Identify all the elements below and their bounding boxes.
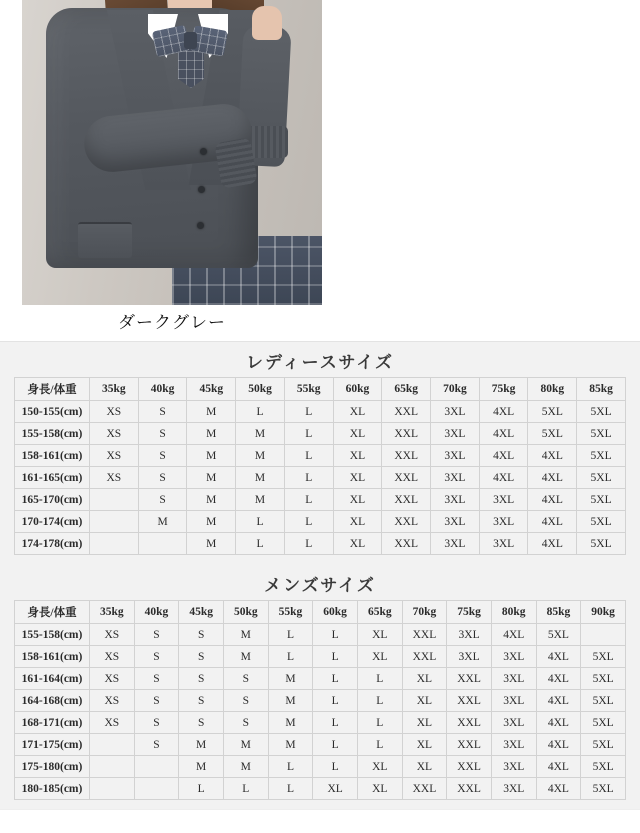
mens-weight-header: 60kg — [313, 601, 358, 624]
mens-size-cell: XS — [90, 624, 135, 646]
mens-height-cell: 158-161(cm) — [15, 646, 90, 668]
ladies-weight-header: 80kg — [528, 378, 577, 401]
table-row — [15, 646, 626, 668]
mens-weight-header: 70kg — [402, 601, 447, 624]
ladies-size-cell: 4XL — [528, 445, 577, 467]
mens-size-table — [14, 600, 626, 800]
ladies-weight-header: 60kg — [333, 378, 382, 401]
mens-size-cell: L — [268, 756, 313, 778]
ladies-weight-header: 70kg — [431, 378, 480, 401]
mens-size-cell — [134, 756, 179, 778]
ladies-chart-title: レディースサイズ — [245, 353, 395, 372]
mens-size-cell: XL — [402, 756, 447, 778]
ladies-size-cell: 3XL — [479, 489, 528, 511]
cardigan-button — [197, 222, 204, 229]
ladies-size-cell: L — [236, 401, 285, 423]
ladies-size-cell: M — [187, 401, 236, 423]
table-row — [15, 778, 626, 800]
mens-size-cell: L — [357, 668, 402, 690]
mens-table-head — [15, 601, 626, 624]
mens-size-cell: XXL — [447, 712, 492, 734]
ribbon-knot — [184, 32, 197, 49]
ladies-size-cell: 3XL — [479, 533, 528, 555]
ladies-size-cell: 3XL — [431, 511, 480, 533]
ladies-size-cell: XL — [333, 533, 382, 555]
table-row — [15, 467, 626, 489]
ladies-weight-header: 45kg — [187, 378, 236, 401]
mens-size-cell: 4XL — [536, 734, 581, 756]
ladies-size-cell: XXL — [382, 489, 431, 511]
ladies-size-cell: 3XL — [431, 401, 480, 423]
mens-size-cell: L — [313, 734, 358, 756]
table-row — [15, 489, 626, 511]
cardigan-button — [198, 186, 205, 193]
table-row — [15, 533, 626, 555]
ladies-weight-header: 75kg — [479, 378, 528, 401]
table-row — [15, 668, 626, 690]
mens-size-cell: M — [268, 690, 313, 712]
mens-header-label: 身長/体重 — [15, 601, 90, 624]
mens-size-cell: 5XL — [581, 712, 626, 734]
ladies-size-cell: M — [187, 511, 236, 533]
ladies-size-cell: L — [284, 467, 333, 489]
mens-size-cell: 3XL — [491, 668, 536, 690]
ladies-size-cell: M — [236, 423, 285, 445]
mens-size-cell: S — [223, 712, 268, 734]
ladies-size-cell: 5XL — [577, 467, 626, 489]
mens-table-body — [15, 624, 626, 800]
mens-size-cell: S — [223, 668, 268, 690]
ladies-size-cell: L — [236, 511, 285, 533]
ladies-size-cell: 5XL — [577, 401, 626, 423]
ladies-size-cell: XL — [333, 511, 382, 533]
mens-size-cell — [581, 624, 626, 646]
ladies-size-cell: M — [236, 489, 285, 511]
mens-weight-header: 55kg — [268, 601, 313, 624]
mens-size-cell: XXL — [447, 756, 492, 778]
mens-size-cell: L — [268, 624, 313, 646]
mens-size-cell: S — [134, 624, 179, 646]
mens-weight-header: 45kg — [179, 601, 224, 624]
ladies-size-cell: 3XL — [431, 489, 480, 511]
ladies-size-cell: 4XL — [528, 511, 577, 533]
ladies-weight-header: 85kg — [577, 378, 626, 401]
front-cuff — [214, 137, 257, 189]
ladies-size-cell: 4XL — [479, 401, 528, 423]
mens-size-cell: XXL — [447, 690, 492, 712]
mens-height-cell: 171-175(cm) — [15, 734, 90, 756]
mens-size-cell: 5XL — [581, 646, 626, 668]
mens-size-cell: 4XL — [491, 624, 536, 646]
mens-size-cell: 3XL — [491, 712, 536, 734]
mens-size-cell: XL — [402, 690, 447, 712]
mens-size-cell: 4XL — [536, 756, 581, 778]
mens-size-cell: L — [268, 646, 313, 668]
mens-size-cell: L — [357, 712, 402, 734]
mens-size-cell — [90, 756, 135, 778]
ladies-size-cell: XS — [90, 467, 139, 489]
ladies-size-cell: L — [236, 533, 285, 555]
mens-size-cell: L — [313, 646, 358, 668]
mens-weight-header: 65kg — [357, 601, 402, 624]
mens-size-cell: 3XL — [447, 624, 492, 646]
ladies-size-cell: L — [284, 511, 333, 533]
ladies-table-body — [15, 401, 626, 555]
mens-size-cell: 5XL — [581, 756, 626, 778]
ladies-size-cell: S — [138, 489, 187, 511]
ladies-size-cell: 4XL — [528, 489, 577, 511]
mens-size-cell: XL — [357, 624, 402, 646]
size-chart-section — [0, 341, 640, 810]
mens-size-cell: S — [134, 712, 179, 734]
mens-size-cell: XL — [357, 756, 402, 778]
ladies-height-cell: 174-178(cm) — [15, 533, 90, 555]
ladies-size-cell: L — [284, 423, 333, 445]
mens-size-cell: XXL — [447, 668, 492, 690]
ladies-size-cell: M — [187, 467, 236, 489]
mens-size-cell: S — [134, 690, 179, 712]
mens-weight-header: 90kg — [581, 601, 626, 624]
ladies-size-cell: M — [187, 533, 236, 555]
mens-size-cell: S — [179, 624, 224, 646]
cardigan-photo — [22, 0, 322, 305]
ladies-size-cell: XXL — [382, 467, 431, 489]
ladies-size-cell: 5XL — [577, 533, 626, 555]
ladies-size-cell: 3XL — [431, 533, 480, 555]
mens-weight-header: 40kg — [134, 601, 179, 624]
mens-size-cell: S — [179, 712, 224, 734]
table-row — [15, 624, 626, 646]
mens-weight-header: 50kg — [223, 601, 268, 624]
mens-height-cell: 164-168(cm) — [15, 690, 90, 712]
ladies-size-cell: XL — [333, 489, 382, 511]
mens-height-cell: 175-180(cm) — [15, 756, 90, 778]
raised-hand — [252, 6, 282, 40]
ladies-size-cell: M — [236, 467, 285, 489]
mens-height-cell: 168-171(cm) — [15, 712, 90, 734]
ladies-size-table — [14, 377, 626, 555]
table-row — [15, 445, 626, 467]
ladies-size-cell: XS — [90, 423, 139, 445]
mens-height-cell: 161-164(cm) — [15, 668, 90, 690]
ladies-size-cell: 5XL — [577, 489, 626, 511]
mens-size-cell: 3XL — [491, 646, 536, 668]
ladies-size-cell: 3XL — [431, 423, 480, 445]
ladies-size-cell: 4XL — [528, 533, 577, 555]
table-header-row — [15, 378, 626, 401]
mens-size-cell: L — [268, 778, 313, 800]
mens-size-cell — [90, 778, 135, 800]
mens-size-cell: M — [223, 624, 268, 646]
ladies-size-cell: 5XL — [577, 423, 626, 445]
table-row — [15, 423, 626, 445]
ladies-size-cell: XS — [90, 445, 139, 467]
ladies-size-cell: 5XL — [528, 401, 577, 423]
ladies-height-cell: 150-155(cm) — [15, 401, 90, 423]
ladies-size-cell: XXL — [382, 423, 431, 445]
mens-size-cell: M — [223, 734, 268, 756]
ladies-size-cell: 5XL — [577, 511, 626, 533]
mens-size-cell: 3XL — [447, 646, 492, 668]
mens-size-cell: 4XL — [536, 712, 581, 734]
mens-size-cell: XL — [357, 646, 402, 668]
ladies-size-cell: XS — [90, 401, 139, 423]
table-row — [15, 401, 626, 423]
mens-size-cell: L — [357, 734, 402, 756]
ladies-size-cell: XL — [333, 423, 382, 445]
mens-size-cell: 4XL — [536, 778, 581, 800]
mens-size-cell: M — [268, 734, 313, 756]
ladies-size-cell: 4XL — [528, 467, 577, 489]
mens-size-cell: L — [313, 756, 358, 778]
ladies-header-label: 身長/体重 — [15, 378, 90, 401]
mens-size-cell: L — [179, 778, 224, 800]
mens-size-cell: L — [223, 778, 268, 800]
ladies-size-cell — [90, 511, 139, 533]
ladies-size-cell: XL — [333, 467, 382, 489]
ladies-size-cell: S — [138, 445, 187, 467]
mens-size-cell: 4XL — [536, 668, 581, 690]
product-image — [22, 0, 322, 305]
ladies-size-cell: 4XL — [479, 467, 528, 489]
mens-size-cell: 5XL — [581, 690, 626, 712]
ladies-weight-header: 50kg — [236, 378, 285, 401]
ladies-size-cell: XXL — [382, 511, 431, 533]
mens-size-cell: L — [313, 690, 358, 712]
mens-size-cell: M — [179, 756, 224, 778]
ladies-size-cell: S — [138, 401, 187, 423]
mens-size-cell: S — [134, 668, 179, 690]
mens-size-cell: 3XL — [491, 778, 536, 800]
mens-size-cell: L — [313, 712, 358, 734]
ladies-weight-header: 65kg — [382, 378, 431, 401]
ladies-size-cell: 4XL — [479, 423, 528, 445]
ladies-size-cell: XXL — [382, 401, 431, 423]
mens-size-cell: XL — [313, 778, 358, 800]
mens-chart-title: メンズサイズ — [264, 576, 376, 595]
ladies-size-cell: XXL — [382, 445, 431, 467]
ladies-size-cell: M — [138, 511, 187, 533]
mens-size-cell: XL — [402, 734, 447, 756]
mens-size-cell: 3XL — [491, 756, 536, 778]
ladies-size-cell — [90, 533, 139, 555]
mens-size-cell: 4XL — [536, 690, 581, 712]
mens-size-cell: 4XL — [536, 646, 581, 668]
ladies-size-cell: S — [138, 423, 187, 445]
ladies-size-cell: XL — [333, 445, 382, 467]
mens-weight-header: 75kg — [447, 601, 492, 624]
ladies-size-cell — [90, 489, 139, 511]
ladies-size-cell: S — [138, 467, 187, 489]
ladies-size-cell: 5XL — [577, 445, 626, 467]
mens-size-cell: M — [223, 646, 268, 668]
ladies-height-cell: 158-161(cm) — [15, 445, 90, 467]
mens-weight-header: 80kg — [491, 601, 536, 624]
table-row — [15, 690, 626, 712]
ladies-weight-header: 35kg — [90, 378, 139, 401]
mens-size-cell: M — [179, 734, 224, 756]
mens-height-cell: 180-185(cm) — [15, 778, 90, 800]
table-header-row — [15, 601, 626, 624]
ladies-weight-header: 55kg — [284, 378, 333, 401]
cardigan-pocket — [78, 222, 132, 258]
ladies-size-cell: L — [284, 489, 333, 511]
mens-size-cell: L — [357, 690, 402, 712]
ladies-size-cell: L — [284, 401, 333, 423]
mens-size-cell: XL — [402, 712, 447, 734]
mens-size-cell: 5XL — [581, 734, 626, 756]
ladies-size-cell: 4XL — [479, 445, 528, 467]
mens-size-cell: XXL — [447, 778, 492, 800]
ladies-weight-header: 40kg — [138, 378, 187, 401]
ladies-size-cell: 5XL — [528, 423, 577, 445]
mens-size-cell: S — [134, 646, 179, 668]
ladies-size-cell: 3XL — [479, 511, 528, 533]
mens-size-cell: XS — [90, 712, 135, 734]
mens-size-cell: XXL — [402, 778, 447, 800]
mens-size-cell: XL — [402, 668, 447, 690]
table-row — [15, 734, 626, 756]
mens-size-cell: M — [268, 668, 313, 690]
mens-height-cell: 155-158(cm) — [15, 624, 90, 646]
color-caption: ダークグレー — [118, 313, 226, 332]
ladies-size-cell: M — [187, 423, 236, 445]
mens-size-cell: 3XL — [491, 690, 536, 712]
table-row — [15, 511, 626, 533]
mens-size-cell: S — [179, 690, 224, 712]
mens-size-cell — [90, 734, 135, 756]
mens-weight-header: 85kg — [536, 601, 581, 624]
ladies-size-cell: L — [284, 445, 333, 467]
mens-size-cell: XS — [90, 690, 135, 712]
mens-size-cell: XS — [90, 668, 135, 690]
mens-size-cell: XXL — [402, 624, 447, 646]
mens-size-cell: XXL — [447, 734, 492, 756]
table-row — [15, 756, 626, 778]
ladies-size-cell: L — [284, 533, 333, 555]
chart-spacer — [0, 555, 640, 565]
mens-size-cell: M — [223, 756, 268, 778]
mens-size-cell: XXL — [402, 646, 447, 668]
cardigan-button — [200, 148, 207, 155]
ladies-size-cell: 3XL — [431, 445, 480, 467]
mens-size-cell: XL — [357, 778, 402, 800]
page-bottom-strip — [0, 809, 640, 833]
mens-size-cell — [134, 778, 179, 800]
ladies-height-cell: 155-158(cm) — [15, 423, 90, 445]
table-row — [15, 712, 626, 734]
mens-weight-header: 35kg — [90, 601, 135, 624]
ladies-size-cell: XL — [333, 401, 382, 423]
mens-size-cell: XS — [90, 646, 135, 668]
mens-size-cell: S — [179, 668, 224, 690]
ladies-size-cell: XXL — [382, 533, 431, 555]
mens-size-cell: L — [313, 668, 358, 690]
mens-size-cell: S — [134, 734, 179, 756]
ladies-size-cell: 3XL — [431, 467, 480, 489]
mens-size-cell: L — [313, 624, 358, 646]
mens-size-cell: S — [179, 646, 224, 668]
mens-size-cell: 5XL — [581, 668, 626, 690]
ladies-size-cell: M — [187, 489, 236, 511]
ladies-table-head — [15, 378, 626, 401]
mens-size-cell: S — [223, 690, 268, 712]
ladies-height-cell: 170-174(cm) — [15, 511, 90, 533]
ladies-size-cell: M — [236, 445, 285, 467]
mens-size-cell: 3XL — [491, 734, 536, 756]
ladies-size-cell — [138, 533, 187, 555]
ladies-height-cell: 161-165(cm) — [15, 467, 90, 489]
mens-size-cell: 5XL — [581, 778, 626, 800]
ladies-size-cell: M — [187, 445, 236, 467]
mens-size-cell: 5XL — [536, 624, 581, 646]
mens-size-cell: M — [268, 712, 313, 734]
ladies-height-cell: 165-170(cm) — [15, 489, 90, 511]
